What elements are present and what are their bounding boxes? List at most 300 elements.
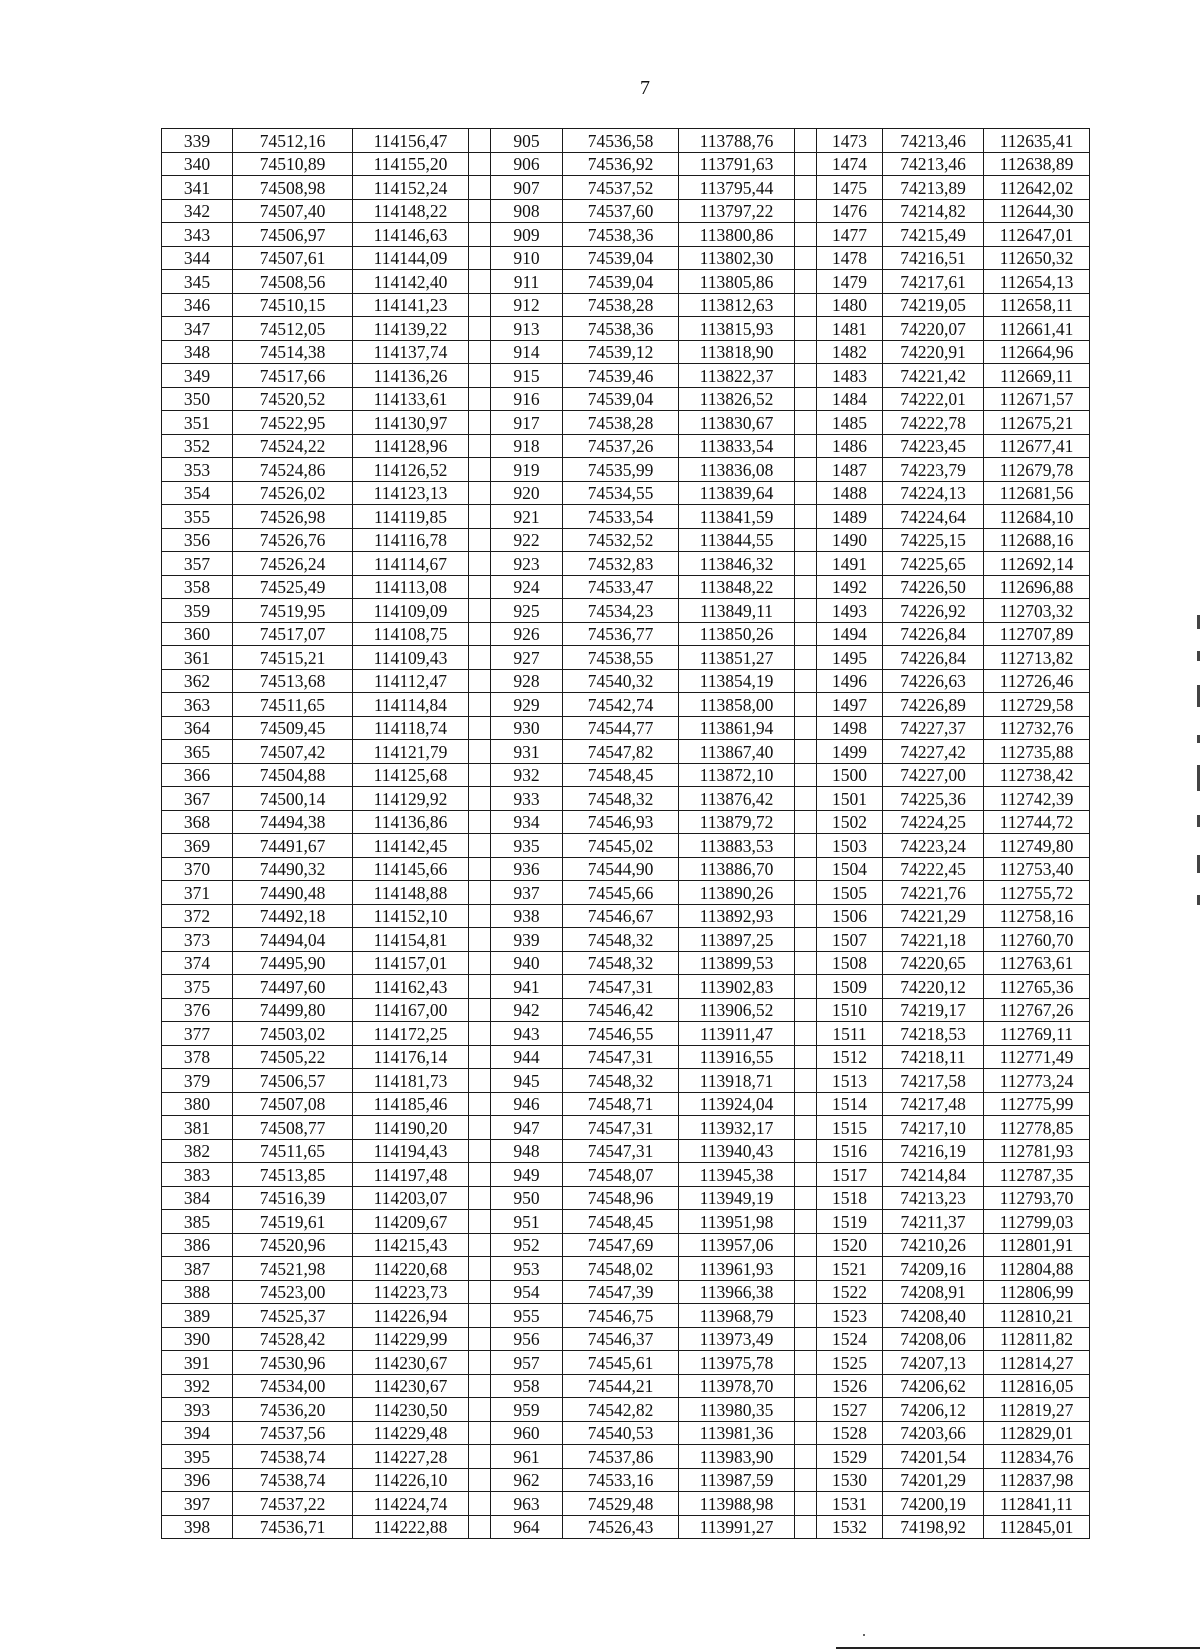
table-row	[162, 293, 1090, 317]
point-number-cell: 398	[162, 1515, 233, 1539]
point-number-cell: 1510	[817, 998, 883, 1022]
spacer-cell	[469, 951, 491, 975]
x-coordinate-cell: 74525,37	[233, 1304, 353, 1328]
x-coordinate-cell: 74512,16	[233, 129, 353, 153]
spacer-cell	[795, 246, 817, 270]
x-coordinate-cell: 74532,83	[563, 552, 679, 576]
y-coordinate-cell: 114223,73	[353, 1280, 469, 1304]
table-row	[162, 904, 1090, 928]
point-number-cell: 387	[162, 1257, 233, 1281]
point-number-cell: 932	[491, 763, 563, 787]
y-coordinate-cell: 112793,70	[984, 1186, 1090, 1210]
spacer-cell	[795, 834, 817, 858]
x-coordinate-cell: 74221,42	[883, 364, 984, 388]
x-coordinate-cell: 74200,19	[883, 1492, 984, 1516]
point-number-cell: 371	[162, 881, 233, 905]
point-number-cell: 935	[491, 834, 563, 858]
point-number-cell: 1519	[817, 1210, 883, 1234]
y-coordinate-cell: 114129,92	[353, 787, 469, 811]
y-coordinate-cell: 112778,85	[984, 1116, 1090, 1140]
point-number-cell: 1517	[817, 1163, 883, 1187]
y-coordinate-cell: 113795,44	[679, 176, 795, 200]
table-row	[162, 740, 1090, 764]
x-coordinate-cell: 74206,12	[883, 1398, 984, 1422]
y-coordinate-cell: 113981,36	[679, 1421, 795, 1445]
point-number-cell: 347	[162, 317, 233, 341]
point-number-cell: 357	[162, 552, 233, 576]
point-number-cell: 953	[491, 1257, 563, 1281]
y-coordinate-cell: 114123,13	[353, 481, 469, 505]
x-coordinate-cell: 74539,04	[563, 270, 679, 294]
y-coordinate-cell: 112738,42	[984, 763, 1090, 787]
y-coordinate-cell: 112819,27	[984, 1398, 1090, 1422]
y-coordinate-cell: 112692,14	[984, 552, 1090, 576]
spacer-cell	[469, 857, 491, 881]
spacer-cell	[795, 716, 817, 740]
x-coordinate-cell: 74516,39	[233, 1186, 353, 1210]
point-number-cell: 910	[491, 246, 563, 270]
spacer-cell	[795, 622, 817, 646]
coordinates-table	[161, 128, 1090, 1539]
point-number-cell: 353	[162, 458, 233, 482]
spacer-cell	[795, 434, 817, 458]
x-coordinate-cell: 74490,48	[233, 881, 353, 905]
x-coordinate-cell: 74547,82	[563, 740, 679, 764]
point-number-cell: 1500	[817, 763, 883, 787]
table-row	[162, 716, 1090, 740]
coordinates-table-body	[162, 129, 1090, 1539]
x-coordinate-cell: 74519,61	[233, 1210, 353, 1234]
x-coordinate-cell: 74520,52	[233, 387, 353, 411]
y-coordinate-cell: 114154,81	[353, 928, 469, 952]
y-coordinate-cell: 114229,48	[353, 1421, 469, 1445]
point-number-cell: 928	[491, 669, 563, 693]
point-number-cell: 956	[491, 1327, 563, 1351]
spacer-cell	[469, 364, 491, 388]
x-coordinate-cell: 74504,88	[233, 763, 353, 787]
x-coordinate-cell: 74525,49	[233, 575, 353, 599]
y-coordinate-cell: 114152,10	[353, 904, 469, 928]
point-number-cell: 1492	[817, 575, 883, 599]
x-coordinate-cell: 74208,06	[883, 1327, 984, 1351]
spacer-cell	[469, 152, 491, 176]
y-coordinate-cell: 112744,72	[984, 810, 1090, 834]
x-coordinate-cell: 74544,77	[563, 716, 679, 740]
x-coordinate-cell: 74548,96	[563, 1186, 679, 1210]
y-coordinate-cell: 112816,05	[984, 1374, 1090, 1398]
y-coordinate-cell: 114155,20	[353, 152, 469, 176]
spacer-cell	[795, 293, 817, 317]
y-coordinate-cell: 112829,01	[984, 1421, 1090, 1445]
point-number-cell: 929	[491, 693, 563, 717]
y-coordinate-cell: 112675,21	[984, 411, 1090, 435]
y-coordinate-cell: 114145,66	[353, 857, 469, 881]
spacer-cell	[469, 552, 491, 576]
spacer-cell	[469, 810, 491, 834]
y-coordinate-cell: 114128,96	[353, 434, 469, 458]
y-coordinate-cell: 113918,71	[679, 1069, 795, 1093]
x-coordinate-cell: 74201,54	[883, 1445, 984, 1469]
x-coordinate-cell: 74220,07	[883, 317, 984, 341]
y-coordinate-cell: 112765,36	[984, 975, 1090, 999]
point-number-cell: 938	[491, 904, 563, 928]
table-row	[162, 246, 1090, 270]
point-number-cell: 349	[162, 364, 233, 388]
point-number-cell: 924	[491, 575, 563, 599]
y-coordinate-cell: 114114,84	[353, 693, 469, 717]
y-coordinate-cell: 113788,76	[679, 129, 795, 153]
y-coordinate-cell: 113945,38	[679, 1163, 795, 1187]
y-coordinate-cell: 114185,46	[353, 1092, 469, 1116]
x-coordinate-cell: 74524,86	[233, 458, 353, 482]
point-number-cell: 340	[162, 152, 233, 176]
table-row	[162, 998, 1090, 1022]
x-coordinate-cell: 74219,05	[883, 293, 984, 317]
spacer-cell	[469, 1069, 491, 1093]
point-number-cell: 960	[491, 1421, 563, 1445]
spacer-cell	[469, 881, 491, 905]
point-number-cell: 393	[162, 1398, 233, 1422]
x-coordinate-cell: 74206,62	[883, 1374, 984, 1398]
y-coordinate-cell: 114215,43	[353, 1233, 469, 1257]
table-row	[162, 1045, 1090, 1069]
spacer-cell	[795, 669, 817, 693]
y-coordinate-cell: 112753,40	[984, 857, 1090, 881]
y-coordinate-cell: 112658,11	[984, 293, 1090, 317]
table-row	[162, 622, 1090, 646]
point-number-cell: 964	[491, 1515, 563, 1539]
x-coordinate-cell: 74536,20	[233, 1398, 353, 1422]
point-number-cell: 1491	[817, 552, 883, 576]
spacer-cell	[795, 975, 817, 999]
x-coordinate-cell: 74227,37	[883, 716, 984, 740]
point-number-cell: 341	[162, 176, 233, 200]
spacer-cell	[469, 1374, 491, 1398]
point-number-cell: 361	[162, 646, 233, 670]
point-number-cell: 367	[162, 787, 233, 811]
y-coordinate-cell: 113879,72	[679, 810, 795, 834]
x-coordinate-cell: 74540,32	[563, 669, 679, 693]
point-number-cell: 961	[491, 1445, 563, 1469]
y-coordinate-cell: 112834,76	[984, 1445, 1090, 1469]
x-coordinate-cell: 74537,86	[563, 1445, 679, 1469]
point-number-cell: 374	[162, 951, 233, 975]
point-number-cell: 1520	[817, 1233, 883, 1257]
y-coordinate-cell: 112677,41	[984, 434, 1090, 458]
x-coordinate-cell: 74216,51	[883, 246, 984, 270]
y-coordinate-cell: 113883,53	[679, 834, 795, 858]
y-coordinate-cell: 113846,32	[679, 552, 795, 576]
y-coordinate-cell: 112749,80	[984, 834, 1090, 858]
y-coordinate-cell: 112635,41	[984, 129, 1090, 153]
point-number-cell: 916	[491, 387, 563, 411]
table-row	[162, 434, 1090, 458]
table-row	[162, 152, 1090, 176]
point-number-cell: 1523	[817, 1304, 883, 1328]
y-coordinate-cell: 113826,52	[679, 387, 795, 411]
y-coordinate-cell: 113805,86	[679, 270, 795, 294]
point-number-cell: 918	[491, 434, 563, 458]
point-number-cell: 356	[162, 528, 233, 552]
spacer-cell	[795, 1186, 817, 1210]
x-coordinate-cell: 74539,12	[563, 340, 679, 364]
x-coordinate-cell: 74507,08	[233, 1092, 353, 1116]
x-coordinate-cell: 74226,84	[883, 622, 984, 646]
x-coordinate-cell: 74213,89	[883, 176, 984, 200]
point-number-cell: 350	[162, 387, 233, 411]
x-coordinate-cell: 74227,00	[883, 763, 984, 787]
table-row	[162, 1421, 1090, 1445]
point-number-cell: 1532	[817, 1515, 883, 1539]
y-coordinate-cell: 113987,59	[679, 1468, 795, 1492]
y-coordinate-cell: 114222,88	[353, 1515, 469, 1539]
y-coordinate-cell: 112771,49	[984, 1045, 1090, 1069]
point-number-cell: 364	[162, 716, 233, 740]
x-coordinate-cell: 74547,69	[563, 1233, 679, 1257]
point-number-cell: 942	[491, 998, 563, 1022]
spacer-cell	[795, 176, 817, 200]
x-coordinate-cell: 74546,67	[563, 904, 679, 928]
y-coordinate-cell: 112735,88	[984, 740, 1090, 764]
point-number-cell: 373	[162, 928, 233, 952]
table-row	[162, 1139, 1090, 1163]
point-number-cell: 917	[491, 411, 563, 435]
point-number-cell: 946	[491, 1092, 563, 1116]
spacer-cell	[469, 223, 491, 247]
table-row	[162, 1445, 1090, 1469]
y-coordinate-cell: 114125,68	[353, 763, 469, 787]
point-number-cell: 1527	[817, 1398, 883, 1422]
y-coordinate-cell: 113968,79	[679, 1304, 795, 1328]
x-coordinate-cell: 74526,02	[233, 481, 353, 505]
y-coordinate-cell: 114109,43	[353, 646, 469, 670]
y-coordinate-cell: 113848,22	[679, 575, 795, 599]
y-coordinate-cell: 113975,78	[679, 1351, 795, 1375]
point-number-cell: 906	[491, 152, 563, 176]
point-number-cell: 390	[162, 1327, 233, 1351]
x-coordinate-cell: 74515,21	[233, 646, 353, 670]
point-number-cell: 382	[162, 1139, 233, 1163]
point-number-cell: 1490	[817, 528, 883, 552]
point-number-cell: 378	[162, 1045, 233, 1069]
point-number-cell: 1526	[817, 1374, 883, 1398]
point-number-cell: 358	[162, 575, 233, 599]
y-coordinate-cell: 114133,61	[353, 387, 469, 411]
spacer-cell	[795, 998, 817, 1022]
y-coordinate-cell: 113822,37	[679, 364, 795, 388]
x-coordinate-cell: 74536,92	[563, 152, 679, 176]
spacer-cell	[795, 1398, 817, 1422]
y-coordinate-cell: 113867,40	[679, 740, 795, 764]
x-coordinate-cell: 74510,89	[233, 152, 353, 176]
spacer-cell	[795, 552, 817, 576]
point-number-cell: 914	[491, 340, 563, 364]
x-coordinate-cell: 74539,04	[563, 246, 679, 270]
point-number-cell: 921	[491, 505, 563, 529]
point-number-cell: 1486	[817, 434, 883, 458]
table-row	[162, 528, 1090, 552]
y-coordinate-cell: 112755,72	[984, 881, 1090, 905]
y-coordinate-cell: 113818,90	[679, 340, 795, 364]
x-coordinate-cell: 74226,63	[883, 669, 984, 693]
x-coordinate-cell: 74547,31	[563, 1116, 679, 1140]
x-coordinate-cell: 74534,00	[233, 1374, 353, 1398]
x-coordinate-cell: 74226,92	[883, 599, 984, 623]
spacer-cell	[795, 904, 817, 928]
point-number-cell: 1481	[817, 317, 883, 341]
x-coordinate-cell: 74223,79	[883, 458, 984, 482]
y-coordinate-cell: 113911,47	[679, 1022, 795, 1046]
point-number-cell: 1512	[817, 1045, 883, 1069]
spacer-cell	[469, 1116, 491, 1140]
x-coordinate-cell: 74548,71	[563, 1092, 679, 1116]
table-row	[162, 669, 1090, 693]
y-coordinate-cell: 114113,08	[353, 575, 469, 599]
point-number-cell: 363	[162, 693, 233, 717]
x-coordinate-cell: 74491,67	[233, 834, 353, 858]
y-coordinate-cell: 114181,73	[353, 1069, 469, 1093]
x-coordinate-cell: 74534,55	[563, 481, 679, 505]
x-coordinate-cell: 74547,31	[563, 975, 679, 999]
y-coordinate-cell: 114224,74	[353, 1492, 469, 1516]
point-number-cell: 380	[162, 1092, 233, 1116]
point-number-cell: 1483	[817, 364, 883, 388]
point-number-cell: 1504	[817, 857, 883, 881]
y-coordinate-cell: 113872,10	[679, 763, 795, 787]
point-number-cell: 348	[162, 340, 233, 364]
y-coordinate-cell: 112664,96	[984, 340, 1090, 364]
y-coordinate-cell: 114141,23	[353, 293, 469, 317]
y-coordinate-cell: 114142,45	[353, 834, 469, 858]
x-coordinate-cell: 74546,93	[563, 810, 679, 834]
point-number-cell: 912	[491, 293, 563, 317]
point-number-cell: 370	[162, 857, 233, 881]
y-coordinate-cell: 112799,03	[984, 1210, 1090, 1234]
x-coordinate-cell: 74548,07	[563, 1163, 679, 1187]
table-row	[162, 693, 1090, 717]
x-coordinate-cell: 74548,02	[563, 1257, 679, 1281]
y-coordinate-cell: 113802,30	[679, 246, 795, 270]
x-coordinate-cell: 74514,38	[233, 340, 353, 364]
point-number-cell: 1473	[817, 129, 883, 153]
y-coordinate-cell: 113966,38	[679, 1280, 795, 1304]
point-number-cell: 1524	[817, 1327, 883, 1351]
y-coordinate-cell: 112729,58	[984, 693, 1090, 717]
spacer-cell	[795, 1092, 817, 1116]
table-row	[162, 340, 1090, 364]
point-number-cell: 397	[162, 1492, 233, 1516]
point-number-cell: 1474	[817, 152, 883, 176]
point-number-cell: 962	[491, 1468, 563, 1492]
y-coordinate-cell: 112661,41	[984, 317, 1090, 341]
point-number-cell: 1479	[817, 270, 883, 294]
table-row	[162, 1210, 1090, 1234]
x-coordinate-cell: 74547,39	[563, 1280, 679, 1304]
point-number-cell: 1482	[817, 340, 883, 364]
table-row	[162, 928, 1090, 952]
point-number-cell: 372	[162, 904, 233, 928]
spacer-cell	[469, 340, 491, 364]
x-coordinate-cell: 74503,02	[233, 1022, 353, 1046]
spacer-cell	[795, 364, 817, 388]
spacer-cell	[795, 1280, 817, 1304]
table-row	[162, 270, 1090, 294]
point-number-cell: 377	[162, 1022, 233, 1046]
x-coordinate-cell: 74211,37	[883, 1210, 984, 1234]
point-number-cell: 366	[162, 763, 233, 787]
y-coordinate-cell: 114148,22	[353, 199, 469, 223]
spacer-cell	[469, 1280, 491, 1304]
point-number-cell: 369	[162, 834, 233, 858]
point-number-cell: 345	[162, 270, 233, 294]
point-number-cell: 362	[162, 669, 233, 693]
y-coordinate-cell: 112696,88	[984, 575, 1090, 599]
x-coordinate-cell: 74510,15	[233, 293, 353, 317]
x-coordinate-cell: 74217,10	[883, 1116, 984, 1140]
y-coordinate-cell: 112642,02	[984, 176, 1090, 200]
point-number-cell: 954	[491, 1280, 563, 1304]
point-number-cell: 1484	[817, 387, 883, 411]
y-coordinate-cell: 112841,11	[984, 1492, 1090, 1516]
point-number-cell: 1501	[817, 787, 883, 811]
point-number-cell: 919	[491, 458, 563, 482]
point-number-cell: 952	[491, 1233, 563, 1257]
x-coordinate-cell: 74537,56	[233, 1421, 353, 1445]
x-coordinate-cell: 74513,85	[233, 1163, 353, 1187]
point-number-cell: 1505	[817, 881, 883, 905]
x-coordinate-cell: 74532,52	[563, 528, 679, 552]
point-number-cell: 1488	[817, 481, 883, 505]
point-number-cell: 920	[491, 481, 563, 505]
spacer-cell	[795, 599, 817, 623]
y-coordinate-cell: 114230,67	[353, 1351, 469, 1375]
y-coordinate-cell: 113836,08	[679, 458, 795, 482]
x-coordinate-cell: 74548,32	[563, 787, 679, 811]
x-coordinate-cell: 74538,36	[563, 317, 679, 341]
point-number-cell: 926	[491, 622, 563, 646]
y-coordinate-cell: 113815,93	[679, 317, 795, 341]
spacer-cell	[795, 481, 817, 505]
spacer-cell	[795, 951, 817, 975]
x-coordinate-cell: 74226,84	[883, 646, 984, 670]
point-number-cell: 907	[491, 176, 563, 200]
y-coordinate-cell: 112845,01	[984, 1515, 1090, 1539]
point-number-cell: 379	[162, 1069, 233, 1093]
y-coordinate-cell: 113876,42	[679, 787, 795, 811]
spacer-cell	[795, 1257, 817, 1281]
y-coordinate-cell: 112781,93	[984, 1139, 1090, 1163]
y-coordinate-cell: 113899,53	[679, 951, 795, 975]
point-number-cell: 913	[491, 317, 563, 341]
point-number-cell: 1489	[817, 505, 883, 529]
spacer-cell	[469, 387, 491, 411]
y-coordinate-cell: 114226,10	[353, 1468, 469, 1492]
x-coordinate-cell: 74221,29	[883, 904, 984, 928]
y-coordinate-cell: 114152,24	[353, 176, 469, 200]
spacer-cell	[469, 904, 491, 928]
point-number-cell: 389	[162, 1304, 233, 1328]
spacer-cell	[795, 763, 817, 787]
spacer-cell	[469, 693, 491, 717]
spacer-cell	[469, 1257, 491, 1281]
spacer-cell	[469, 1304, 491, 1328]
table-row	[162, 1233, 1090, 1257]
spacer-cell	[469, 599, 491, 623]
footer-rule	[836, 1647, 1200, 1649]
x-coordinate-cell: 74538,36	[563, 223, 679, 247]
y-coordinate-cell: 114119,85	[353, 505, 469, 529]
x-coordinate-cell: 74546,55	[563, 1022, 679, 1046]
